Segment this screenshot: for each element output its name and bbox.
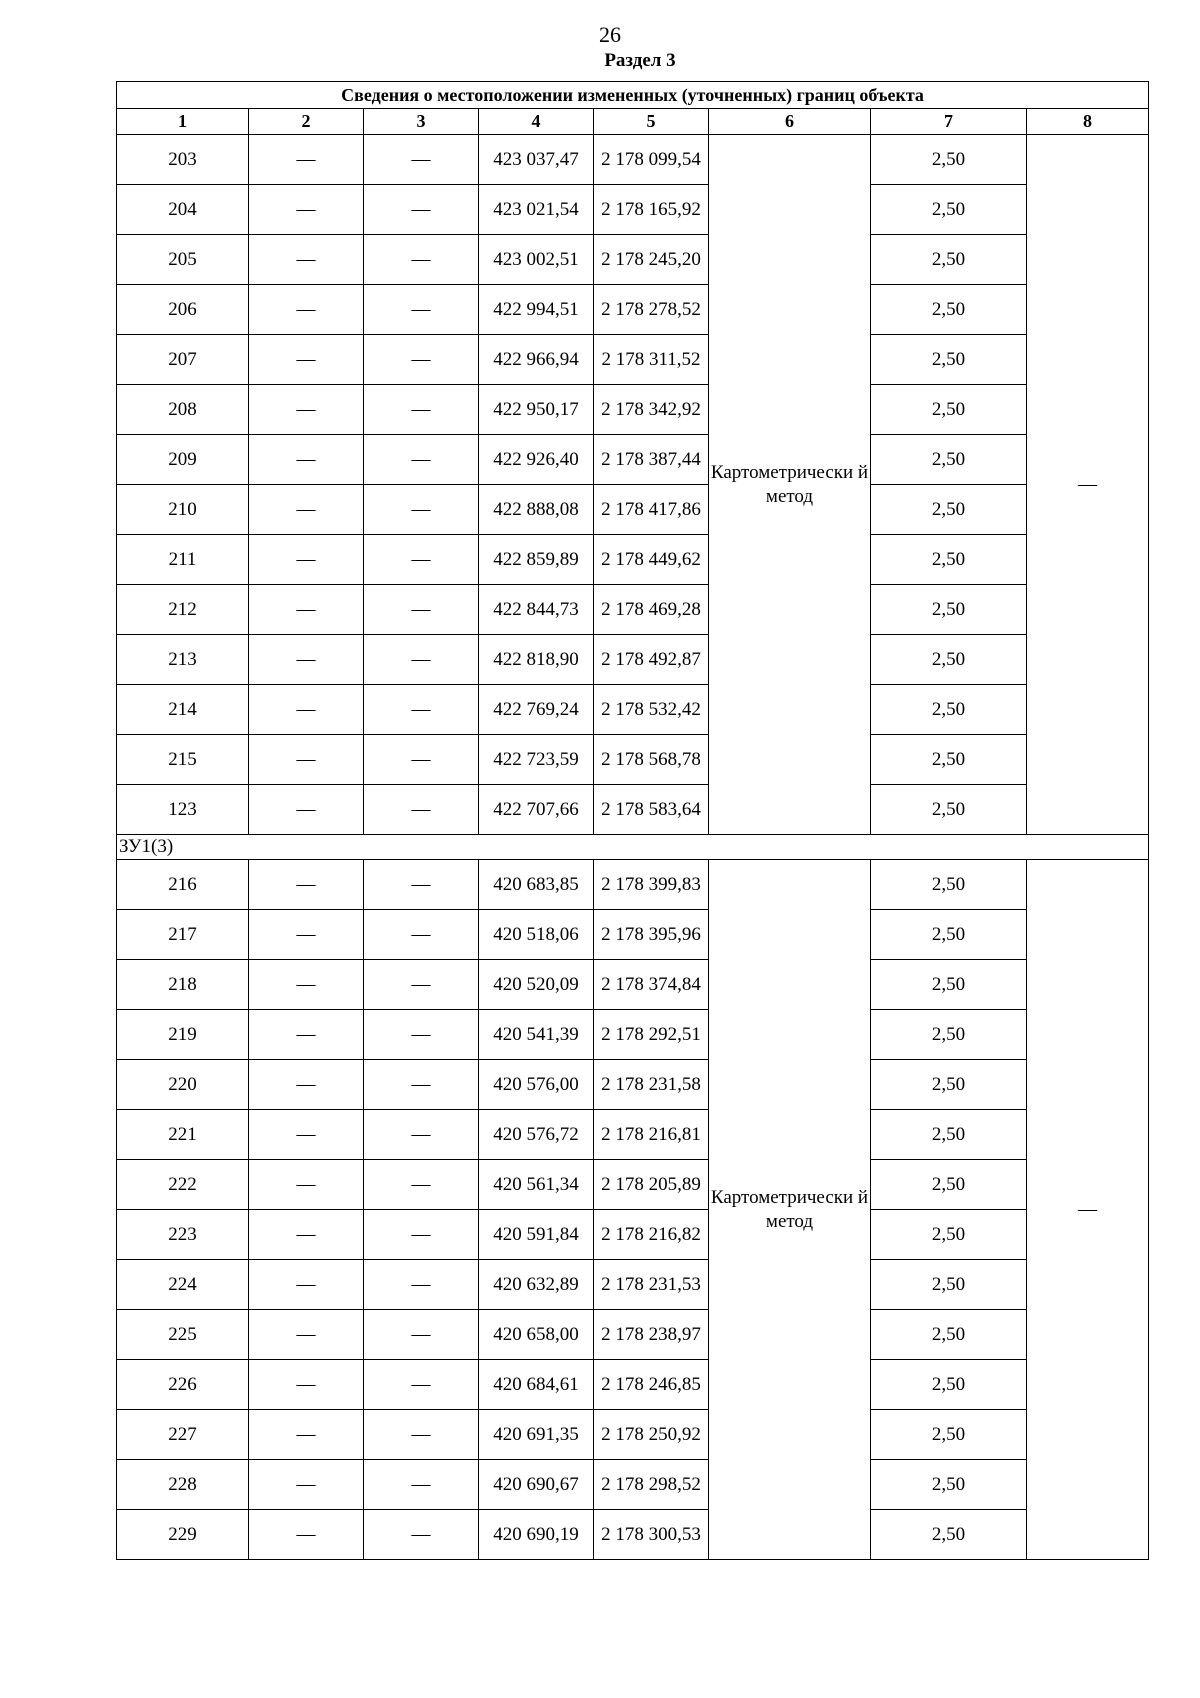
table-row bbox=[117, 285, 1149, 335]
col2-value: — bbox=[249, 785, 364, 835]
y-coordinate: 2 178 469,28 bbox=[594, 585, 709, 635]
col2-value: — bbox=[249, 1410, 364, 1460]
point-number: 204 bbox=[117, 185, 249, 235]
col3-value: — bbox=[364, 435, 479, 485]
col3-value: — bbox=[364, 1510, 479, 1560]
table-row bbox=[117, 435, 1149, 485]
column-number: 8 bbox=[1027, 109, 1149, 135]
accuracy-value: 2,50 bbox=[871, 1110, 1027, 1160]
point-number: 215 bbox=[117, 735, 249, 785]
y-coordinate: 2 178 250,92 bbox=[594, 1410, 709, 1460]
col3-value: — bbox=[364, 735, 479, 785]
table-body bbox=[117, 135, 1149, 1560]
table-row bbox=[117, 1360, 1149, 1410]
x-coordinate: 422 926,40 bbox=[479, 435, 594, 485]
y-coordinate: 2 178 492,87 bbox=[594, 635, 709, 685]
y-coordinate: 2 178 231,53 bbox=[594, 1260, 709, 1310]
point-number: 222 bbox=[117, 1160, 249, 1210]
col3-value: — bbox=[364, 185, 479, 235]
table-row bbox=[117, 960, 1149, 1010]
col2-value: — bbox=[249, 860, 364, 910]
point-number: 203 bbox=[117, 135, 249, 185]
table-row bbox=[117, 1410, 1149, 1460]
y-coordinate: 2 178 374,84 bbox=[594, 960, 709, 1010]
table-row bbox=[117, 135, 1149, 185]
point-number: 123 bbox=[117, 785, 249, 835]
table-row bbox=[117, 1060, 1149, 1110]
y-coordinate: 2 178 245,20 bbox=[594, 235, 709, 285]
accuracy-value: 2,50 bbox=[871, 1010, 1027, 1060]
y-coordinate: 2 178 165,92 bbox=[594, 185, 709, 235]
point-number: 221 bbox=[117, 1110, 249, 1160]
col3-value: — bbox=[364, 1160, 479, 1210]
y-coordinate: 2 178 099,54 bbox=[594, 135, 709, 185]
col2-value: — bbox=[249, 285, 364, 335]
x-coordinate: 422 769,24 bbox=[479, 685, 594, 735]
column-number: 4 bbox=[479, 109, 594, 135]
accuracy-value: 2,50 bbox=[871, 285, 1027, 335]
y-coordinate: 2 178 583,64 bbox=[594, 785, 709, 835]
y-coordinate: 2 178 417,86 bbox=[594, 485, 709, 535]
column-numbers-row bbox=[117, 109, 1149, 135]
accuracy-value: 2,50 bbox=[871, 860, 1027, 910]
y-coordinate: 2 178 205,89 bbox=[594, 1160, 709, 1210]
col2-value: — bbox=[249, 910, 364, 960]
table-row bbox=[117, 385, 1149, 435]
column-number: 5 bbox=[594, 109, 709, 135]
table-row bbox=[117, 1310, 1149, 1360]
col2-value: — bbox=[249, 185, 364, 235]
col2-value: — bbox=[249, 335, 364, 385]
col3-value: — bbox=[364, 285, 479, 335]
table-row bbox=[117, 1260, 1149, 1310]
x-coordinate: 420 561,34 bbox=[479, 1160, 594, 1210]
table-row bbox=[117, 185, 1149, 235]
point-number: 208 bbox=[117, 385, 249, 435]
point-number: 223 bbox=[117, 1210, 249, 1260]
accuracy-value: 2,50 bbox=[871, 960, 1027, 1010]
table-row bbox=[117, 910, 1149, 960]
y-coordinate: 2 178 292,51 bbox=[594, 1010, 709, 1060]
col2-value: — bbox=[249, 635, 364, 685]
point-number: 214 bbox=[117, 685, 249, 735]
col3-value: — bbox=[364, 1460, 479, 1510]
accuracy-value: 2,50 bbox=[871, 1510, 1027, 1560]
col2-value: — bbox=[249, 535, 364, 585]
col3-value: — bbox=[364, 1210, 479, 1260]
y-coordinate: 2 178 231,58 bbox=[594, 1060, 709, 1110]
column-number: 3 bbox=[364, 109, 479, 135]
col2-value: — bbox=[249, 1160, 364, 1210]
x-coordinate: 422 888,08 bbox=[479, 485, 594, 535]
page-number: 26 bbox=[599, 22, 621, 47]
col8-value: — bbox=[1027, 135, 1149, 835]
method-cell: Картометрически й метод bbox=[709, 860, 871, 1560]
x-coordinate: 420 683,85 bbox=[479, 860, 594, 910]
x-coordinate: 420 690,67 bbox=[479, 1460, 594, 1510]
point-number: 224 bbox=[117, 1260, 249, 1310]
x-coordinate: 420 632,89 bbox=[479, 1260, 594, 1310]
col2-value: — bbox=[249, 960, 364, 1010]
x-coordinate: 420 520,09 bbox=[479, 960, 594, 1010]
table-row bbox=[117, 1160, 1149, 1210]
col3-value: — bbox=[364, 860, 479, 910]
y-coordinate: 2 178 216,81 bbox=[594, 1110, 709, 1160]
y-coordinate: 2 178 395,96 bbox=[594, 910, 709, 960]
col2-value: — bbox=[249, 435, 364, 485]
table-row bbox=[117, 685, 1149, 735]
column-number: 7 bbox=[871, 109, 1027, 135]
col3-value: — bbox=[364, 585, 479, 635]
point-number: 217 bbox=[117, 910, 249, 960]
accuracy-value: 2,50 bbox=[871, 785, 1027, 835]
col3-value: — bbox=[364, 1260, 479, 1310]
point-number: 225 bbox=[117, 1310, 249, 1360]
point-number: 210 bbox=[117, 485, 249, 535]
column-number: 1 bbox=[117, 109, 249, 135]
accuracy-value: 2,50 bbox=[871, 535, 1027, 585]
col3-value: — bbox=[364, 335, 479, 385]
x-coordinate: 422 994,51 bbox=[479, 285, 594, 335]
table-row bbox=[117, 585, 1149, 635]
accuracy-value: 2,50 bbox=[871, 385, 1027, 435]
method-cell: Картометрически й метод bbox=[709, 135, 871, 835]
table-row bbox=[117, 535, 1149, 585]
col3-value: — bbox=[364, 135, 479, 185]
x-coordinate: 422 950,17 bbox=[479, 385, 594, 435]
col2-value: — bbox=[249, 1010, 364, 1060]
x-coordinate: 420 684,61 bbox=[479, 1360, 594, 1410]
point-number: 207 bbox=[117, 335, 249, 385]
col3-value: — bbox=[364, 1410, 479, 1460]
table-row bbox=[117, 485, 1149, 535]
x-coordinate: 420 690,19 bbox=[479, 1510, 594, 1560]
accuracy-value: 2,50 bbox=[871, 1410, 1027, 1460]
x-coordinate: 422 723,59 bbox=[479, 735, 594, 785]
table-row bbox=[117, 735, 1149, 785]
accuracy-value: 2,50 bbox=[871, 1310, 1027, 1360]
y-coordinate: 2 178 532,42 bbox=[594, 685, 709, 735]
col3-value: — bbox=[364, 635, 479, 685]
table-row bbox=[117, 335, 1149, 385]
x-coordinate: 420 658,00 bbox=[479, 1310, 594, 1360]
accuracy-value: 2,50 bbox=[871, 1060, 1027, 1110]
table-row bbox=[117, 1010, 1149, 1060]
accuracy-value: 2,50 bbox=[871, 1360, 1027, 1410]
x-coordinate: 420 518,06 bbox=[479, 910, 594, 960]
point-number: 220 bbox=[117, 1060, 249, 1110]
x-coordinate: 422 844,73 bbox=[479, 585, 594, 635]
x-coordinate: 420 576,72 bbox=[479, 1110, 594, 1160]
accuracy-value: 2,50 bbox=[871, 335, 1027, 385]
col2-value: — bbox=[249, 235, 364, 285]
col3-value: — bbox=[364, 1010, 479, 1060]
y-coordinate: 2 178 342,92 bbox=[594, 385, 709, 435]
x-coordinate: 420 541,39 bbox=[479, 1010, 594, 1060]
point-number: 211 bbox=[117, 535, 249, 585]
col2-value: — bbox=[249, 135, 364, 185]
x-coordinate: 420 576,00 bbox=[479, 1060, 594, 1110]
y-coordinate: 2 178 300,53 bbox=[594, 1510, 709, 1560]
point-number: 229 bbox=[117, 1510, 249, 1560]
x-coordinate: 423 021,54 bbox=[479, 185, 594, 235]
col2-value: — bbox=[249, 1460, 364, 1510]
y-coordinate: 2 178 387,44 bbox=[594, 435, 709, 485]
table-row bbox=[117, 785, 1149, 835]
accuracy-value: 2,50 bbox=[871, 135, 1027, 185]
col3-value: — bbox=[364, 685, 479, 735]
col2-value: — bbox=[249, 385, 364, 435]
y-coordinate: 2 178 216,82 bbox=[594, 1210, 709, 1260]
point-number: 218 bbox=[117, 960, 249, 1010]
point-number: 216 bbox=[117, 860, 249, 910]
x-coordinate: 423 037,47 bbox=[479, 135, 594, 185]
col3-value: — bbox=[364, 960, 479, 1010]
accuracy-value: 2,50 bbox=[871, 185, 1027, 235]
accuracy-value: 2,50 bbox=[871, 910, 1027, 960]
y-coordinate: 2 178 278,52 bbox=[594, 285, 709, 335]
accuracy-value: 2,50 bbox=[871, 685, 1027, 735]
col3-value: — bbox=[364, 535, 479, 585]
table-title: Сведения о местоположении измененных (уточненных) границ объекта bbox=[117, 82, 1149, 109]
accuracy-value: 2,50 bbox=[871, 735, 1027, 785]
x-coordinate: 422 966,94 bbox=[479, 335, 594, 385]
accuracy-value: 2,50 bbox=[871, 1260, 1027, 1310]
col2-value: — bbox=[249, 1310, 364, 1360]
x-coordinate: 423 002,51 bbox=[479, 235, 594, 285]
point-number: 212 bbox=[117, 585, 249, 635]
col2-value: — bbox=[249, 685, 364, 735]
col3-value: — bbox=[364, 785, 479, 835]
accuracy-value: 2,50 bbox=[871, 1160, 1027, 1210]
point-number: 226 bbox=[117, 1360, 249, 1410]
x-coordinate: 420 591,84 bbox=[479, 1210, 594, 1260]
table-row bbox=[117, 860, 1149, 910]
point-number: 209 bbox=[117, 435, 249, 485]
y-coordinate: 2 178 298,52 bbox=[594, 1460, 709, 1510]
section-title: Раздел 3 bbox=[604, 50, 676, 71]
col3-value: — bbox=[364, 1060, 479, 1110]
col3-value: — bbox=[364, 1110, 479, 1160]
point-number: 219 bbox=[117, 1010, 249, 1060]
table-row bbox=[117, 1110, 1149, 1160]
table-row bbox=[117, 235, 1149, 285]
col2-value: — bbox=[249, 1060, 364, 1110]
group-row bbox=[117, 835, 1149, 860]
accuracy-value: 2,50 bbox=[871, 635, 1027, 685]
table-row bbox=[117, 1210, 1149, 1260]
col8-value: — bbox=[1027, 860, 1149, 1560]
accuracy-value: 2,50 bbox=[871, 235, 1027, 285]
col2-value: — bbox=[249, 735, 364, 785]
table-row bbox=[117, 1510, 1149, 1560]
col3-value: — bbox=[364, 485, 479, 535]
group-label: ЗУ1(3) bbox=[117, 835, 1149, 860]
column-number: 6 bbox=[709, 109, 871, 135]
y-coordinate: 2 178 246,85 bbox=[594, 1360, 709, 1410]
col3-value: — bbox=[364, 235, 479, 285]
point-number: 206 bbox=[117, 285, 249, 335]
col2-value: — bbox=[249, 585, 364, 635]
x-coordinate: 422 818,90 bbox=[479, 635, 594, 685]
y-coordinate: 2 178 399,83 bbox=[594, 860, 709, 910]
accuracy-value: 2,50 bbox=[871, 485, 1027, 535]
col2-value: — bbox=[249, 485, 364, 535]
col3-value: — bbox=[364, 385, 479, 435]
col2-value: — bbox=[249, 1360, 364, 1410]
accuracy-value: 2,50 bbox=[871, 1210, 1027, 1260]
point-number: 228 bbox=[117, 1460, 249, 1510]
col2-value: — bbox=[249, 1510, 364, 1560]
col2-value: — bbox=[249, 1110, 364, 1160]
table-row bbox=[117, 635, 1149, 685]
x-coordinate: 420 691,35 bbox=[479, 1410, 594, 1460]
x-coordinate: 422 859,89 bbox=[479, 535, 594, 585]
col3-value: — bbox=[364, 1310, 479, 1360]
y-coordinate: 2 178 568,78 bbox=[594, 735, 709, 785]
y-coordinate: 2 178 449,62 bbox=[594, 535, 709, 585]
col2-value: — bbox=[249, 1260, 364, 1310]
y-coordinate: 2 178 238,97 bbox=[594, 1310, 709, 1360]
point-number: 205 bbox=[117, 235, 249, 285]
accuracy-value: 2,50 bbox=[871, 1460, 1027, 1510]
column-number: 2 bbox=[249, 109, 364, 135]
col2-value: — bbox=[249, 1210, 364, 1260]
col3-value: — bbox=[364, 1360, 479, 1410]
col3-value: — bbox=[364, 910, 479, 960]
point-number: 227 bbox=[117, 1410, 249, 1460]
point-number: 213 bbox=[117, 635, 249, 685]
x-coordinate: 422 707,66 bbox=[479, 785, 594, 835]
table-row bbox=[117, 1460, 1149, 1510]
accuracy-value: 2,50 bbox=[871, 585, 1027, 635]
accuracy-value: 2,50 bbox=[871, 435, 1027, 485]
boundary-coordinates-table bbox=[116, 81, 1149, 1560]
y-coordinate: 2 178 311,52 bbox=[594, 335, 709, 385]
